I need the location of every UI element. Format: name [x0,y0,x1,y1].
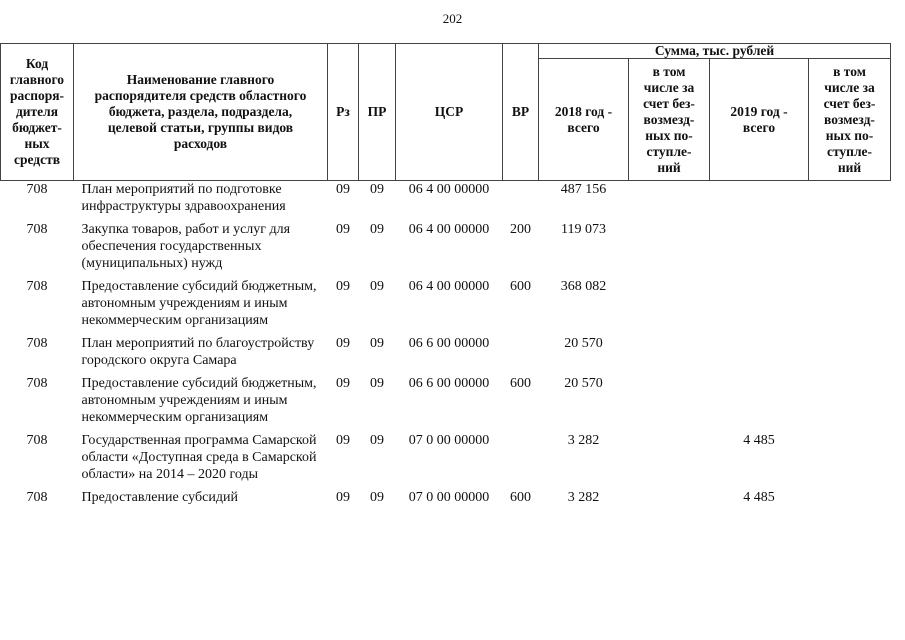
cell-csr: 06 6 00 00000 [408,336,490,351]
table-row [1,489,891,512]
table-row [1,221,891,278]
cell-csr: 07 0 00 00000 [408,490,490,505]
cell-name: Предоставление субсидий [81,490,238,505]
cell-2019 [710,375,809,432]
table-row [1,432,891,489]
cell-2018-free [629,489,710,512]
cell-vr: 600 [510,490,531,505]
header-code: Код главного распоря-дителя бюджет-ных средств [1,44,74,181]
cell-2019 [710,335,809,375]
cell-2019-free [809,432,891,489]
cell-2018-free [629,278,710,335]
table-row [1,335,891,375]
cell-rz: 09 [336,433,350,448]
table-row [1,375,891,432]
cell-vr [503,432,539,489]
cell-2018-free [629,181,710,222]
cell-pr: 09 [370,279,384,294]
cell-2018: 487 156 [560,182,607,197]
cell-2018: 3 282 [567,490,600,505]
cell-2019 [710,181,809,222]
cell-2019-free [809,181,891,222]
cell-rz: 09 [336,279,350,294]
cell-2019-free [809,278,891,335]
cell-name: Предоставление субсидий бюджетным, автономным учреждениям и иным некоммерческим организациям [81,279,317,328]
cell-2019 [710,278,809,335]
budget-table [0,43,891,512]
cell-pr: 09 [370,182,384,197]
cell-code: 708 [26,279,48,294]
cell-csr: 06 4 00 00000 [408,182,490,197]
cell-name: План мероприятий по подготовке инфраструктуры здравоохранения [81,182,286,214]
cell-csr: 06 4 00 00000 [408,222,490,237]
cell-code: 708 [26,490,48,505]
cell-2019 [710,221,809,278]
cell-code: 708 [26,336,48,351]
cell-csr: 07 0 00 00000 [408,433,490,448]
page-number: 202 [442,11,463,26]
cell-2018: 368 082 [560,279,607,294]
cell-name: Закупка товаров, работ и услуг для обеспечения государственных (муниципальных) нужд [81,222,291,271]
header-2018: 2018 год - всего [539,59,629,181]
cell-csr: 06 4 00 00000 [408,279,490,294]
cell-name: План мероприятий по благоустройству городского округа Самара [81,336,315,368]
header-rz: Рз [328,44,359,181]
cell-2018: 119 073 [561,222,606,237]
cell-code: 708 [26,433,48,448]
cell-2018-free [629,432,710,489]
cell-2019-free [809,221,891,278]
cell-pr: 09 [370,336,384,351]
header-name: Наименование главного распорядителя средств областного бюджета, раздела, подраздела, целевой статьи, группы видов расходов [74,44,328,181]
cell-2018-free [629,335,710,375]
cell-rz: 09 [336,490,350,505]
header-2018-free: в том числе за счет без-возмезд-ных по-ступле-ний [629,59,710,181]
cell-2018: 20 570 [564,336,603,351]
cell-code: 708 [26,376,48,391]
cell-vr [503,335,539,375]
cell-pr: 09 [370,433,384,448]
cell-2019: 4 485 [743,433,775,448]
cell-pr: 09 [370,222,384,237]
table-row [1,278,891,335]
header-2019-free: в том числе за счет без-возмезд-ных по-ступле-ний [809,59,891,181]
cell-vr [503,181,539,222]
cell-2019-free [809,489,891,512]
cell-2019-free [809,335,891,375]
cell-rz: 09 [336,182,350,197]
header-pr: ПР [359,44,396,181]
cell-2018-free [629,375,710,432]
cell-csr: 06 6 00 00000 [408,376,490,391]
cell-name: Государственная программа Самарской области «Доступная среда в Самарской области» на 2014 – 2020 годы [81,433,317,482]
cell-code: 708 [26,222,48,237]
cell-rz: 09 [336,376,350,391]
cell-name: Предоставление субсидий бюджетным, автономным учреждениям и иным некоммерческим организациям [81,376,317,425]
cell-vr: 600 [510,279,531,294]
cell-2019-free [809,375,891,432]
cell-2018: 20 570 [564,376,603,391]
cell-2019: 4 485 [743,490,775,505]
cell-rz: 09 [336,222,350,237]
cell-2018-free [629,221,710,278]
table-row [1,181,891,222]
cell-vr: 600 [510,376,531,391]
cell-pr: 09 [370,376,384,391]
cell-vr: 200 [510,222,531,237]
header-vr: ВР [503,44,539,181]
header-csr: ЦСР [396,44,503,181]
cell-2018: 3 282 [567,433,600,448]
cell-rz: 09 [336,336,350,351]
header-sum: Сумма, тыс. рублей [539,44,891,59]
cell-pr: 09 [370,490,384,505]
header-2019: 2019 год - всего [710,59,809,181]
cell-code: 708 [26,182,48,197]
